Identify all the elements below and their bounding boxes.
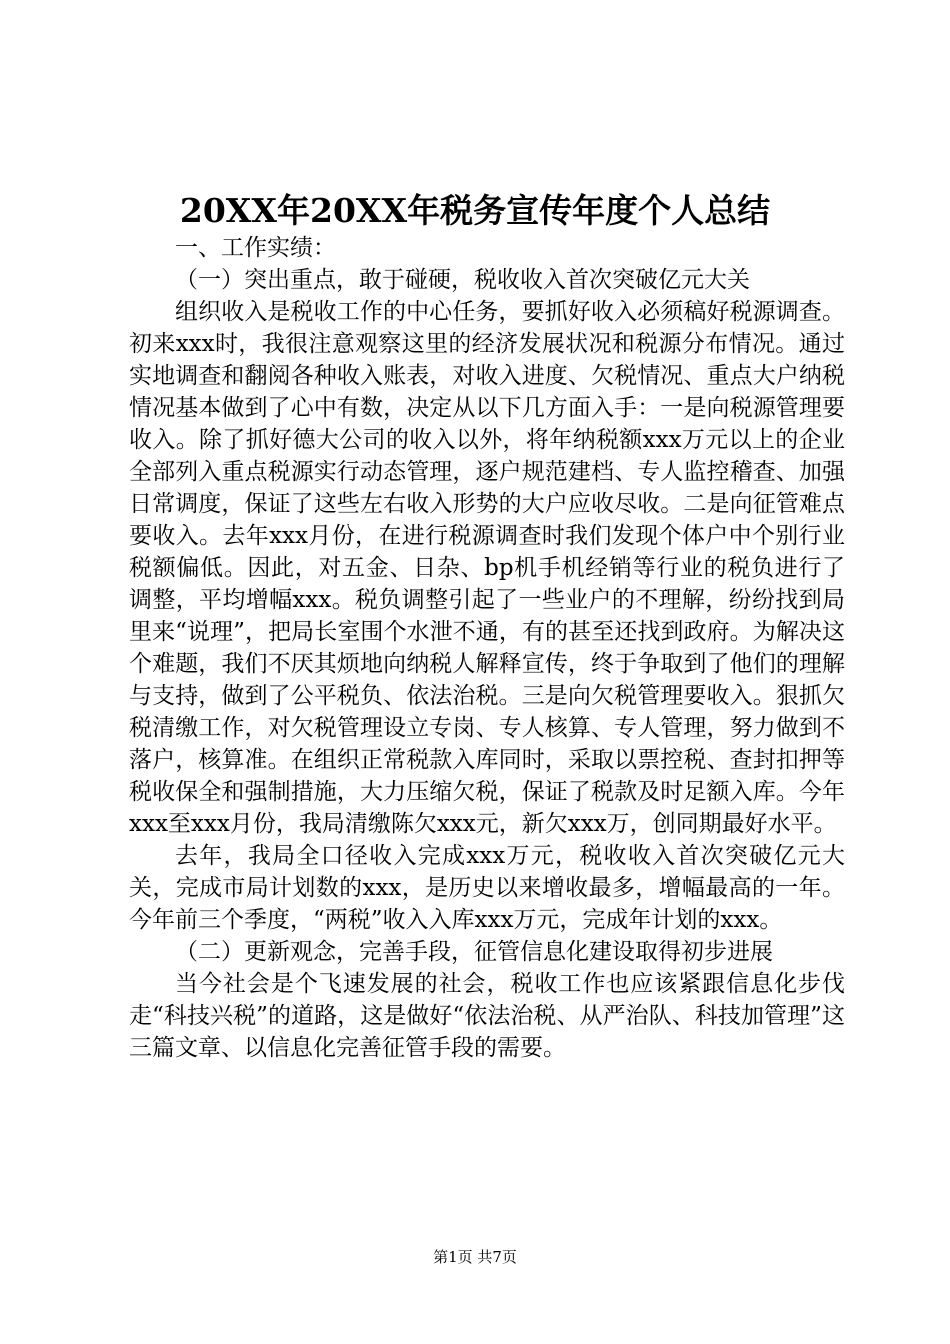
- document-title: 20XX年20XX年税务宣传年度个人总结: [179, 191, 771, 230]
- body-paragraph: 当今社会是个飞速发展的社会，税收工作也应该紧跟信息化步伐走“科技兴税”的道路，这是做好“依法治税、从严治队、科技加管理”这三篇文章、以信息化完善征管手段的需要。: [129, 971, 845, 1061]
- section-heading: 一、工作实绩：: [175, 235, 336, 261]
- document-body: [129, 232, 845, 1064]
- body-paragraph: 去年，我局全口径收入完成xxx万元，税收收入首次突破亿元大关，完成市局计划数的xxx，是历史以来增收最多，增幅最高的一年。今年前三个季度，“两税”收入入库xxx万元，完成年计划的xxx。: [129, 843, 845, 933]
- subsection-heading: （二）更新观念，完善手段，征管信息化建设取得初步进展: [175, 939, 773, 965]
- subsection-heading: （一）突出重点，敢于碰硬，税收收入首次突破亿元大关: [175, 267, 750, 293]
- page-number-footer: 第1页 共7页: [433, 1248, 517, 1266]
- body-paragraph: 组织收入是税收工作的中心任务，要抓好收入必须稿好税源调查。初来xxx时，我很注意观察这里的经济发展状况和税源分布情况。通过实地调查和翻阅各种收入账表，对收入进度、欠税情况、重点大户纳税情况基本做到了心中有数，决定从以下几方面入手：一是向税源管理要收入。除了抓好德大公司的收入以外，将年纳税额xxx万元以上的企业全部列入重点税源实行动态管理，逐户规范建档、专人监控稽查、加强日常调度，保证了这些左右收入形势的大户应收尽收。二是向征管难点要收入。去年xxx月份，在进行税源调查时我们发现个体户中个别行业税额偏低。因此，对五金、日杂、bp机手机经销等行业的税负进行了调整，平均增幅xxx。税负调整引起了一些业户的不理解，纷纷找到局里来“说理”，把局长室围个水泄不通，有的甚至还找到政府。为解决这个难题，我们不厌其烦地向纳税人解释宣传，终于争取到了他们的理解与支持，做到了公平税负、依法治税。三是向欠税管理要收入。狠抓欠税清缴工作，对欠税管理设立专岗、专人核算、专人管理，努力做到不落户，核算准。在组织正常税款入库同时，采取以票控税、查封扣押等税收保全和强制措施，大力压缩欠税，保证了税款及时足额入库。今年xxx至xxx月份，我局清缴陈欠xxx元，新欠xxx万，创同期最好水平。: [129, 299, 845, 837]
